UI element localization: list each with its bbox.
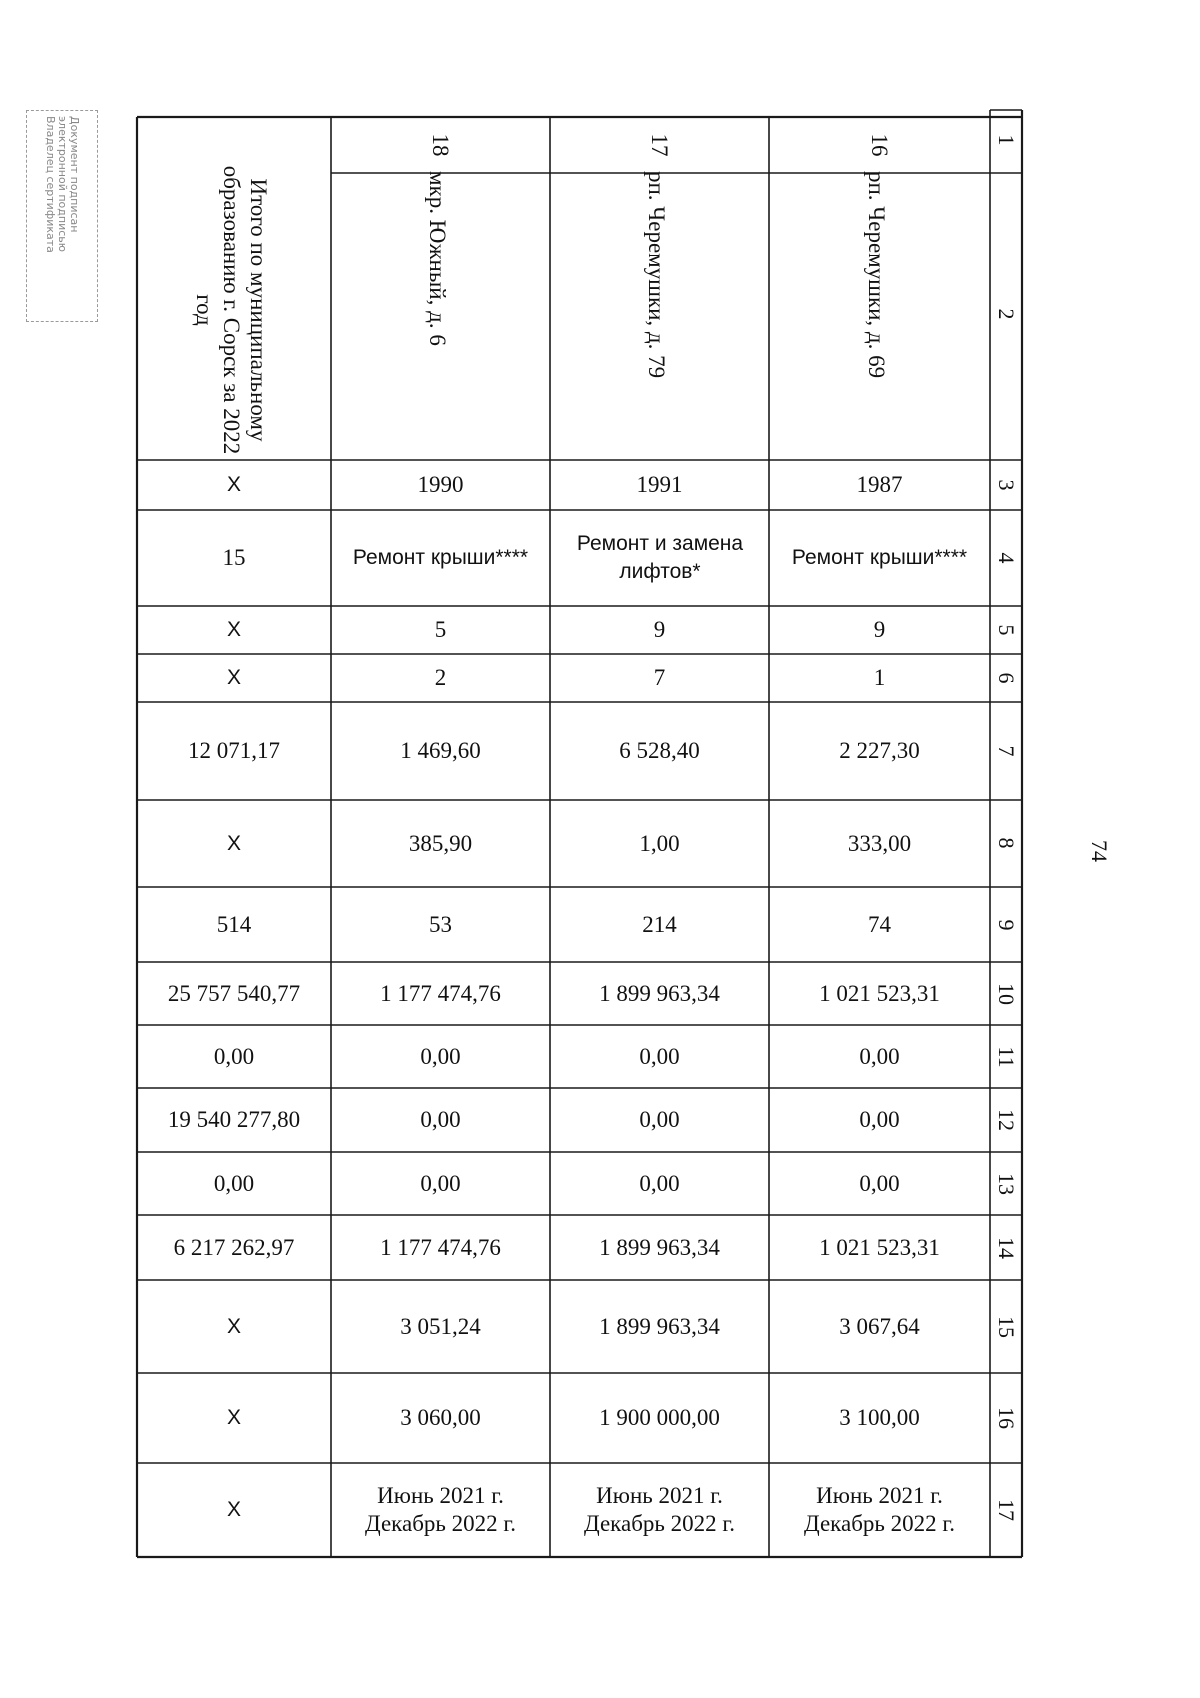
year-cell: X bbox=[226, 473, 241, 496]
residents-cell: 53 bbox=[429, 911, 452, 937]
work-type-cell: Ремонт крыши**** bbox=[352, 546, 529, 569]
floors-cell: 9 bbox=[873, 617, 886, 642]
max-unit-cost-cell: X bbox=[226, 1406, 241, 1429]
area-roof-cell: X bbox=[226, 831, 241, 855]
column-number: 2 bbox=[994, 308, 1019, 320]
address-cell: мкр. Южный, д. 6 bbox=[425, 171, 451, 346]
area-roof-cell: 1,00 bbox=[639, 830, 680, 856]
period-end: Декабрь 2022 г. bbox=[804, 1511, 955, 1536]
column-number: 4 bbox=[994, 552, 1019, 564]
entrances-cell: 1 bbox=[873, 665, 886, 690]
unit-cost-cell: X bbox=[226, 1314, 241, 1338]
page-number: 74 bbox=[1087, 840, 1112, 862]
period-end: Декабрь 2022 г. bbox=[365, 1511, 516, 1536]
area-cell: 1 469,60 bbox=[400, 738, 481, 763]
entrances-cell: 2 bbox=[434, 665, 447, 690]
area-cell: 6 528,40 bbox=[619, 738, 700, 763]
entrances-cell: X bbox=[226, 666, 241, 689]
work-type-cell: Ремонт крыши**** bbox=[791, 546, 968, 569]
cost-budget-cell: 0,00 bbox=[639, 1107, 680, 1132]
period-start: Июнь 2021 г. bbox=[377, 1483, 504, 1508]
cost-budget-cell: 0,00 bbox=[420, 1107, 461, 1132]
year-cell: 1991 bbox=[636, 472, 683, 497]
address-cell: рп. Черемушки, д. 69 bbox=[864, 171, 890, 379]
column-number: 10 bbox=[994, 983, 1019, 1005]
cost-fund-cell: 0,00 bbox=[420, 1043, 461, 1069]
year-cell: 1990 bbox=[417, 472, 464, 497]
cost-budget-cell: 0,00 bbox=[859, 1107, 900, 1132]
cost-local-cell: 0,00 bbox=[213, 1170, 255, 1196]
cost-total-cell: 1 021 523,31 bbox=[819, 980, 940, 1006]
floors-cell: 9 bbox=[653, 617, 666, 642]
column-number: 16 bbox=[994, 1407, 1019, 1429]
row-number: 16 bbox=[867, 133, 893, 157]
unit-cost-cell: 3 067,64 bbox=[839, 1313, 920, 1339]
work-type-cell: 15 bbox=[222, 545, 246, 570]
column-number: 17 bbox=[994, 1499, 1019, 1521]
max-unit-cost-cell: 1 900 000,00 bbox=[599, 1405, 720, 1430]
period-cell bbox=[550, 1463, 769, 1557]
cost-owners-cell: 1 021 523,31 bbox=[819, 1234, 940, 1260]
column-number: 3 bbox=[994, 479, 1019, 491]
column-number: 14 bbox=[994, 1237, 1019, 1259]
cost-fund-cell: 0,00 bbox=[213, 1043, 255, 1069]
cost-owners-cell: 6 217 262,97 bbox=[173, 1234, 295, 1260]
row-number: 17 bbox=[647, 133, 673, 157]
area-cell: 2 227,30 bbox=[839, 738, 920, 763]
column-number: 8 bbox=[994, 837, 1019, 849]
column-number: 5 bbox=[994, 624, 1019, 636]
period-end: Декабрь 2022 г. bbox=[584, 1511, 735, 1536]
row-number: 18 bbox=[428, 133, 454, 157]
total-label: Итого по муниципальному образованию г. Сорск за 2022 год bbox=[192, 165, 272, 455]
area-cell: 12 071,17 bbox=[188, 738, 280, 763]
floors-cell: 5 bbox=[434, 617, 447, 642]
residents-cell: 514 bbox=[216, 911, 252, 937]
area-roof-cell: 385,90 bbox=[408, 830, 473, 856]
column-number: 13 bbox=[994, 1173, 1019, 1195]
work-type-cell: Ремонт и замена лифтов* bbox=[576, 532, 744, 583]
address-cell: рп. Черемушки, д. 79 bbox=[644, 171, 670, 379]
cost-budget-cell: 19 540 277,80 bbox=[167, 1107, 301, 1132]
cost-owners-cell: 1 177 474,76 bbox=[380, 1234, 501, 1260]
unit-cost-cell: 1 899 963,34 bbox=[599, 1313, 720, 1339]
cost-local-cell: 0,00 bbox=[639, 1170, 680, 1196]
cost-local-cell: 0,00 bbox=[859, 1170, 900, 1196]
column-number: 15 bbox=[994, 1316, 1019, 1338]
residents-cell: 214 bbox=[642, 911, 677, 937]
max-unit-cost-cell: 3 100,00 bbox=[839, 1405, 920, 1430]
column-number: 1 bbox=[994, 134, 1019, 146]
column-number: 7 bbox=[994, 745, 1019, 757]
period-start: Июнь 2021 г. bbox=[816, 1483, 943, 1508]
unit-cost-cell: 3 051,24 bbox=[400, 1313, 481, 1339]
cost-fund-cell: 0,00 bbox=[639, 1043, 680, 1069]
cost-total-cell: 1 177 474,76 bbox=[380, 980, 501, 1006]
cost-local-cell: 0,00 bbox=[420, 1170, 461, 1196]
cost-fund-cell: 0,00 bbox=[859, 1043, 900, 1069]
area-roof-cell: 333,00 bbox=[847, 830, 912, 856]
period-cell: X bbox=[226, 1498, 241, 1521]
year-cell: 1987 bbox=[856, 472, 903, 497]
floors-cell: X bbox=[226, 618, 241, 641]
period-start: Июнь 2021 г. bbox=[596, 1483, 723, 1508]
column-number: 11 bbox=[994, 1046, 1019, 1068]
column-number: 9 bbox=[994, 919, 1019, 931]
column-number: 12 bbox=[994, 1109, 1019, 1131]
signature-stamp bbox=[26, 110, 98, 322]
period-cell bbox=[769, 1463, 990, 1557]
column-number: 6 bbox=[994, 672, 1019, 684]
stamp-text: Документ подписан электронной подписью Владелец сертификата bbox=[44, 116, 81, 253]
residents-cell: 74 bbox=[868, 911, 891, 937]
max-unit-cost-cell: 3 060,00 bbox=[400, 1405, 481, 1430]
cost-total-cell: 1 899 963,34 bbox=[599, 980, 720, 1006]
cost-total-cell: 25 757 540,77 bbox=[167, 980, 301, 1006]
cost-owners-cell: 1 899 963,34 bbox=[599, 1234, 720, 1260]
period-cell bbox=[331, 1463, 550, 1557]
entrances-cell: 7 bbox=[653, 665, 666, 690]
